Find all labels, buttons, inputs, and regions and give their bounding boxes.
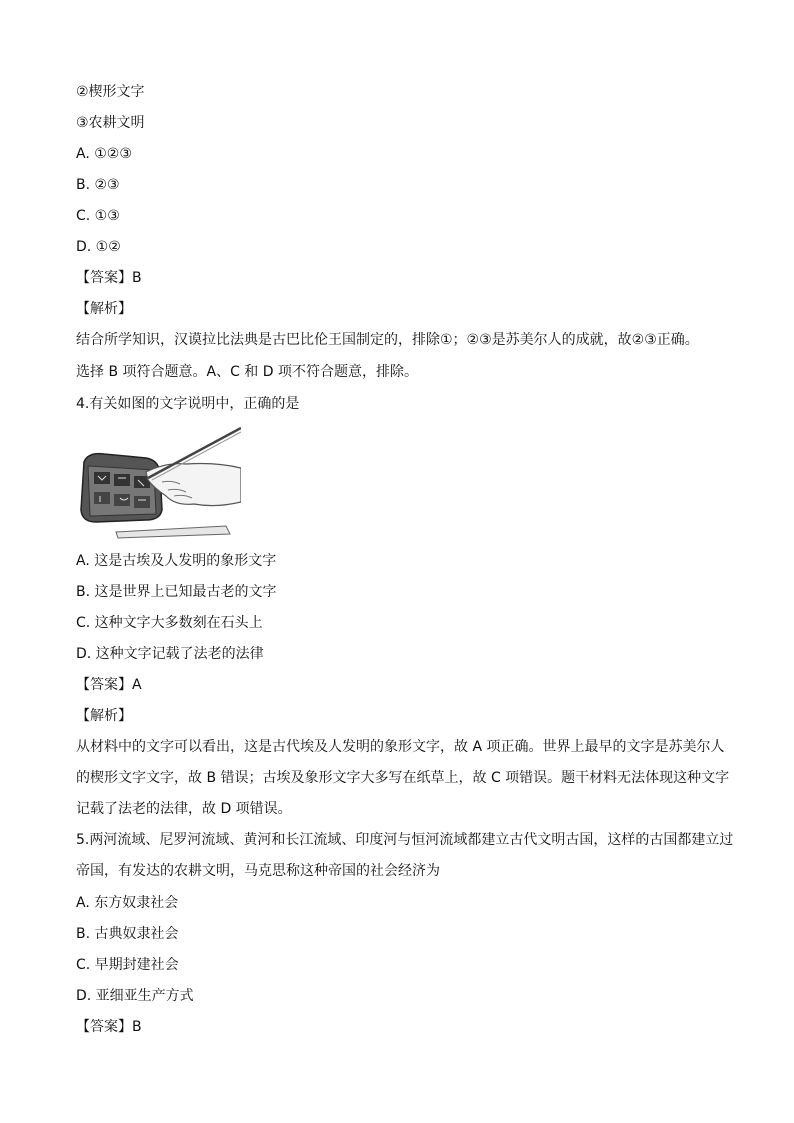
q3-item-3: ③农耕文明 bbox=[76, 115, 145, 131]
q5-stem-line-1: 5.两河流域、尼罗河流域、黄河和长江流域、印度河与恒河流域都建立古代文明古国，这样的古国都建立过 bbox=[76, 832, 734, 848]
q4-stem: 4.有关如图的文字说明中，正确的是 bbox=[76, 396, 300, 412]
q4-option-a: A. 这是古埃及人发明的象形文字 bbox=[76, 553, 277, 569]
q3-item-2: ②楔形文字 bbox=[76, 84, 145, 100]
q5-option-b: B. 古典奴隶社会 bbox=[76, 926, 179, 942]
q5-stem-line-2: 帝国，有发达的农耕文明，马克思称这种帝国的社会经济为 bbox=[76, 863, 440, 879]
hieroglyph-tablet-illustration bbox=[76, 422, 241, 544]
q3-analysis-line-1: 结合所学知识，汉谟拉比法典是古巴比伦王国制定的，排除①；②③是苏美尔人的成就，故②③正确。 bbox=[76, 332, 699, 348]
q4-analysis-line-3: 记载了法老的法律，故 D 项错误。 bbox=[76, 801, 292, 817]
q5-option-a: A. 东方奴隶社会 bbox=[76, 895, 179, 911]
q3-option-d: D. ①② bbox=[76, 239, 121, 255]
q4-analysis-title: 【解析】 bbox=[76, 708, 132, 724]
q4-answer: 【答案】A bbox=[76, 677, 142, 693]
q3-option-c: C. ①③ bbox=[76, 208, 120, 224]
q4-analysis-line-1: 从材料中的文字可以看出，这是古代埃及人发明的象形文字，故 A 项正确。世界上最早的文字是苏美尔人 bbox=[76, 739, 725, 755]
q5-answer: 【答案】B bbox=[76, 1019, 142, 1035]
q3-analysis-title: 【解析】 bbox=[76, 301, 132, 317]
q5-option-d: D. 亚细亚生产方式 bbox=[76, 988, 194, 1004]
q3-option-b: B. ②③ bbox=[76, 177, 120, 193]
q3-analysis-line-2: 选择 B 项符合题意。A、C 和 D 项不符合题意，排除。 bbox=[76, 364, 418, 380]
q3-option-a: A. ①②③ bbox=[76, 146, 132, 162]
q5-option-c: C. 早期封建社会 bbox=[76, 957, 179, 973]
q4-option-c: C. 这种文字大多数刻在石头上 bbox=[76, 615, 263, 631]
q4-option-d: D. 这种文字记载了法老的法律 bbox=[76, 646, 264, 662]
q3-answer: 【答案】B bbox=[76, 270, 142, 286]
q4-analysis-line-2: 的楔形文字文字，故 B 错误；古埃及象形文字大多写在纸草上，故 C 项错误。题干材料无法体现这种文字 bbox=[76, 770, 730, 786]
q4-option-b: B. 这是世界上已知最古老的文字 bbox=[76, 584, 277, 600]
